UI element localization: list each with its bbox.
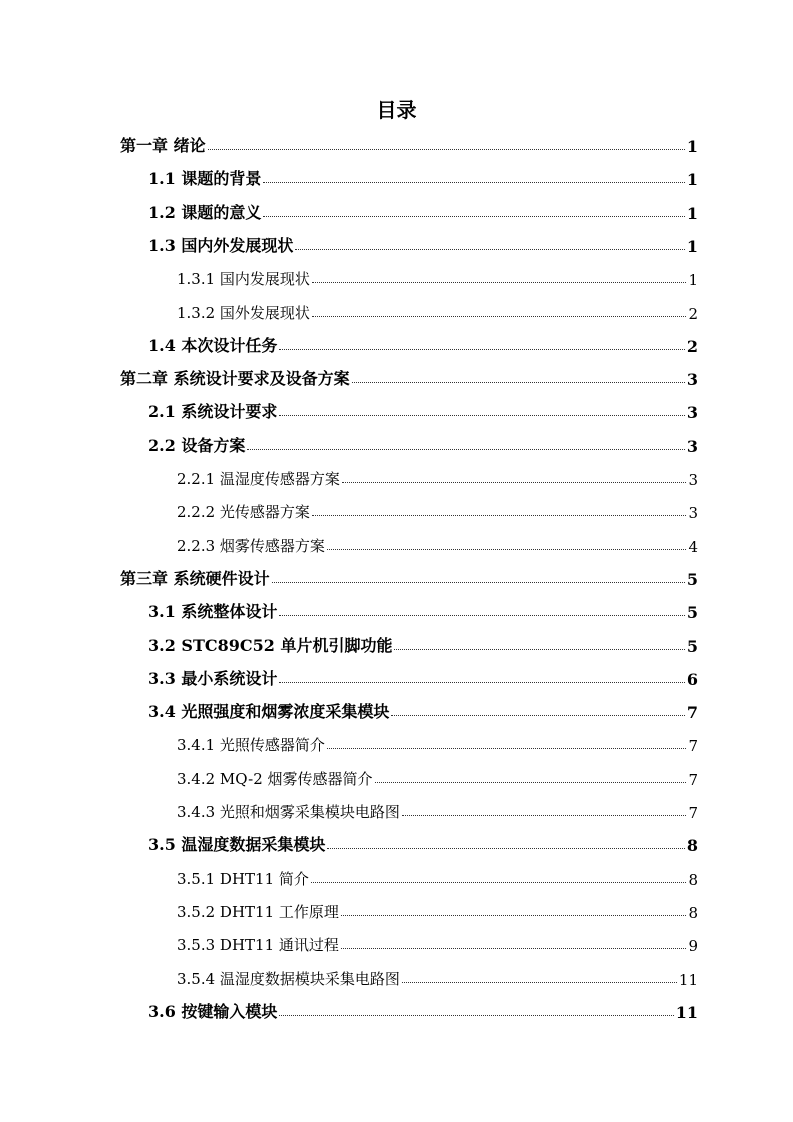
toc-dot-leader [279,1015,673,1016]
toc-entry-label: 2.2 设备方案 [148,435,246,455]
toc-dot-leader [394,649,684,650]
toc-dot-leader [341,948,687,949]
toc-entry-label: 3.5.2 DHT11 工作原理 [177,902,339,921]
toc-entry-label: 1.3.1 国内发展现状 [177,270,310,289]
toc-entry[interactable] [148,428,698,456]
toc-dot-leader [311,882,687,883]
toc-dot-leader [295,249,684,250]
toc-entry-label: 3.4.1 光照传感器简介 [177,736,325,755]
toc-entry[interactable] [148,228,698,256]
toc-entry[interactable] [148,394,698,422]
toc-entry[interactable] [177,461,698,489]
toc-entry-page-number: 8 [688,903,698,922]
toc-entry-page-number: 7 [688,804,698,822]
toc-entry-label: 2.1 系统设计要求 [148,402,278,422]
toc-entry-page-number: 2 [688,304,698,323]
toc-dot-leader [247,449,684,450]
toc-dot-leader [279,615,684,616]
toc-entry-page-number: 6 [686,669,698,689]
toc-entry-label: 3.3 最小系统设计 [148,668,278,688]
toc-entry-label: 2.2.3 烟雾传感器方案 [177,536,325,555]
toc-entry-label: 1.4 本次设计任务 [148,335,278,355]
toc-dot-leader [263,182,684,183]
toc-entry-page-number: 7 [688,770,698,789]
toc-entry-page-number: 11 [678,970,698,989]
toc-dot-leader [341,915,687,916]
page-title: 目录 [376,98,417,122]
toc-entry-label: 2.2.1 温湿度传感器方案 [177,470,340,488]
toc-dot-leader [312,515,687,516]
toc-entry-label: 3.5.4 温湿度数据模块采集电路图 [177,969,400,988]
toc-dot-leader [263,216,684,217]
toc-entry-page-number: 3 [686,370,698,390]
toc-dot-leader [279,415,684,416]
toc-entry-label: 1.3 国内外发展现状 [148,235,294,255]
toc-entry-label: 3.1 系统整体设计 [148,602,278,622]
toc-entry[interactable] [148,694,698,722]
toc-dot-leader [272,582,685,583]
toc-entry[interactable] [177,261,698,289]
toc-entry-page-number: 2 [686,336,698,356]
toc-entry[interactable] [177,727,698,755]
toc-entry-label: 3.2 STC89C52 单片机引脚功能 [148,635,393,655]
toc-entry[interactable] [120,561,698,589]
toc-entry-label: 3.5.3 DHT11 通讯过程 [177,936,339,955]
toc-dot-leader [402,815,687,816]
toc-entry-label: 第二章 系统设计要求及设备方案 [120,369,350,389]
toc-entry-label: 2.2.2 光传感器方案 [177,503,310,522]
toc-dot-leader [279,349,684,350]
toc-entry[interactable] [120,361,698,389]
toc-entry-label: 1.2 课题的意义 [148,202,262,222]
toc-entry-label: 3.6 按键输入模块 [148,1001,278,1021]
toc-entry-label: 1.1 课题的背景 [148,169,262,189]
toc-entry[interactable] [120,128,698,156]
toc-entry[interactable] [148,161,698,189]
toc-dot-leader [312,282,687,283]
toc-entry-page-number: 1 [686,236,698,256]
toc-dot-leader [312,316,687,317]
toc-entry-label: 第一章 绪论 [120,136,206,155]
toc-entry-page-number: 1 [686,203,698,223]
toc-entry-label: 3.5 温湿度数据采集模块 [148,835,326,855]
toc-entry[interactable] [148,628,698,656]
toc-entry[interactable] [148,328,698,356]
toc-entry-label: 3.5.1 DHT11 简介 [177,869,309,888]
toc-entry[interactable] [148,827,698,855]
toc-entry-page-number: 1 [686,170,698,190]
toc-entry-page-number: 7 [688,737,698,756]
toc-dot-leader [402,982,677,983]
toc-entry-label: 1.3.2 国外发展现状 [177,303,310,322]
toc-entry[interactable] [177,927,698,955]
toc-entry-page-number: 11 [675,1002,698,1022]
toc-dot-leader [352,382,685,383]
toc-dot-leader [327,748,687,749]
toc-entry-page-number: 8 [686,836,698,856]
toc-entry[interactable] [177,961,698,989]
toc-dot-leader [279,682,684,683]
toc-dot-leader [208,149,685,150]
toc-entry-label: 3.4.3 光照和烟雾采集模块电路图 [177,803,400,821]
toc-entry[interactable] [148,994,698,1022]
toc-entry-label: 第三章 系统硬件设计 [120,568,270,588]
toc-entry-page-number: 1 [686,137,698,156]
toc-entry-label: 3.4 光照强度和烟雾浓度采集模块 [148,702,390,722]
toc-entry[interactable] [177,295,698,323]
toc-entry-label: 3.4.2 MQ-2 烟雾传感器简介 [177,769,373,788]
toc-dot-leader [342,482,687,483]
toc-entry-page-number: 3 [688,504,698,523]
toc-entry[interactable] [148,195,698,223]
toc-entry-page-number: 3 [686,403,698,423]
toc-entry-page-number: 5 [686,636,698,656]
toc-entry-page-number: 5 [686,603,698,623]
toc-dot-leader [391,715,684,716]
toc-entry-page-number: 3 [688,471,698,489]
toc-entry[interactable] [177,894,698,922]
toc-entry-page-number: 8 [688,870,698,889]
toc-entry-page-number: 4 [688,537,698,556]
toc-entry-page-number: 5 [686,569,698,589]
toc-dot-leader [375,782,687,783]
toc-entry-page-number: 9 [688,937,698,956]
toc-entry[interactable] [148,661,698,689]
toc-entry[interactable] [177,794,698,822]
toc-entry[interactable] [177,861,698,889]
toc-entry-page-number: 1 [688,271,698,290]
toc-entry-page-number: 3 [686,436,698,456]
toc-entry[interactable] [177,494,698,522]
toc-entry[interactable] [177,528,698,556]
toc-entry[interactable] [177,761,698,789]
toc-entry-page-number: 7 [686,703,698,723]
toc-dot-leader [327,549,687,550]
toc-dot-leader [327,848,684,849]
toc-entry[interactable] [148,594,698,622]
